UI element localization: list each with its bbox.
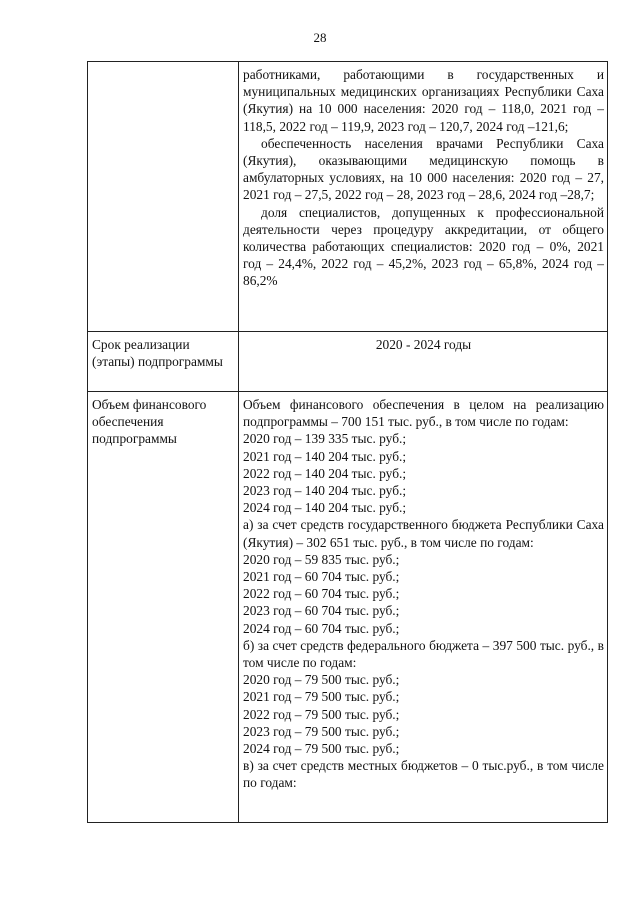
indicator-text: работниками, работающими в государственных и муниципальных медицинских организациях Республики Саха (Якутия) на 10 000 населения: 2020 год – 118,0, 2021 год – 118,5, 2022 год – 119,9, 2023 год – 120,7, 2024 год –121,6; [243,67,604,134]
federal-year-line: 2021 год – 79 500 тыс. руб.; [243,689,400,705]
financing-year-line: 2021 год – 140 204 тыс. руб.; [243,448,407,464]
table-row-indicators [88,62,608,332]
financing-year-line: 2024 год – 140 204 тыс. руб.; [243,500,407,516]
financing-year-line: 2020 год – 139 335 тыс. руб.; [243,431,407,447]
state-year-line: 2023 год – 60 704 тыс. руб.; [243,603,400,619]
financing-label: Объем финансового обеспечения подпрограммы [88,392,239,823]
state-budget-text: а) за счет средств государственного бюджета Республики Саха (Якутия) – 302 651 тыс. руб., в том числе по годам: [243,517,604,550]
local-budget-text: в) за счет средств местных бюджетов – 0 тыс.руб., в том числе по годам: [243,758,604,791]
indicator-text: обеспеченность населения врачами Республики Саха (Якутия), оказывающими медицинскую помощь в амбулаторных условиях, на 10 000 населения: 2020 год – 27, 2021 год – 27,5, 2022 год – 28, 2023 год – 28,6, 2024 год –28,7; [243,135,604,203]
state-year-line: 2022 год – 60 704 тыс. руб.; [243,586,400,602]
state-year-line: 2021 год – 60 704 тыс. руб.; [243,569,400,585]
financing-total: Объем финансового обеспечения в целом на реализацию подпрограммы – 700 151 тыс. руб., в том числе по годам: [243,397,604,430]
federal-year-line: 2022 год – 79 500 тыс. руб.; [243,706,400,722]
financing-year-line: 2023 год – 140 204 тыс. руб.; [243,483,407,499]
table-row-financing [88,392,608,823]
federal-budget-text: б) за счет средств федерального бюджета – 397 500 тыс. руб., в том числе по годам: [243,637,604,671]
subprogram-passport-table [87,61,608,823]
federal-year-line: 2023 год – 79 500 тыс. руб.; [243,723,400,739]
period-value: 2020 - 2024 годы [239,332,608,392]
financing-year-line: 2022 год – 140 204 тыс. руб.; [243,465,407,481]
state-year-line: 2024 год – 60 704 тыс. руб.; [243,620,400,636]
indicator-text: доля специалистов, допущенных к профессиональной деятельности через процедуру аккредитации, от общего количества работающих специалистов: 2020 год – 0%, 2021 год – 24,4%, 2022 год – 45,2%, 2023 год – 65,8%, 2024 год –86,2% [243,204,604,289]
period-label: Срок реализации (этапы) подпрограммы [88,332,239,392]
federal-year-line: 2024 год – 79 500 тыс. руб.; [243,741,400,757]
row-label-empty [88,62,239,332]
financing-cell [239,392,608,823]
federal-year-line: 2020 год – 79 500 тыс. руб.; [243,672,400,688]
table-row-period [88,332,608,392]
state-year-line: 2020 год – 59 835 тыс. руб.; [243,551,400,567]
indicators-cell [239,62,608,332]
page-number: 28 [313,30,327,45]
